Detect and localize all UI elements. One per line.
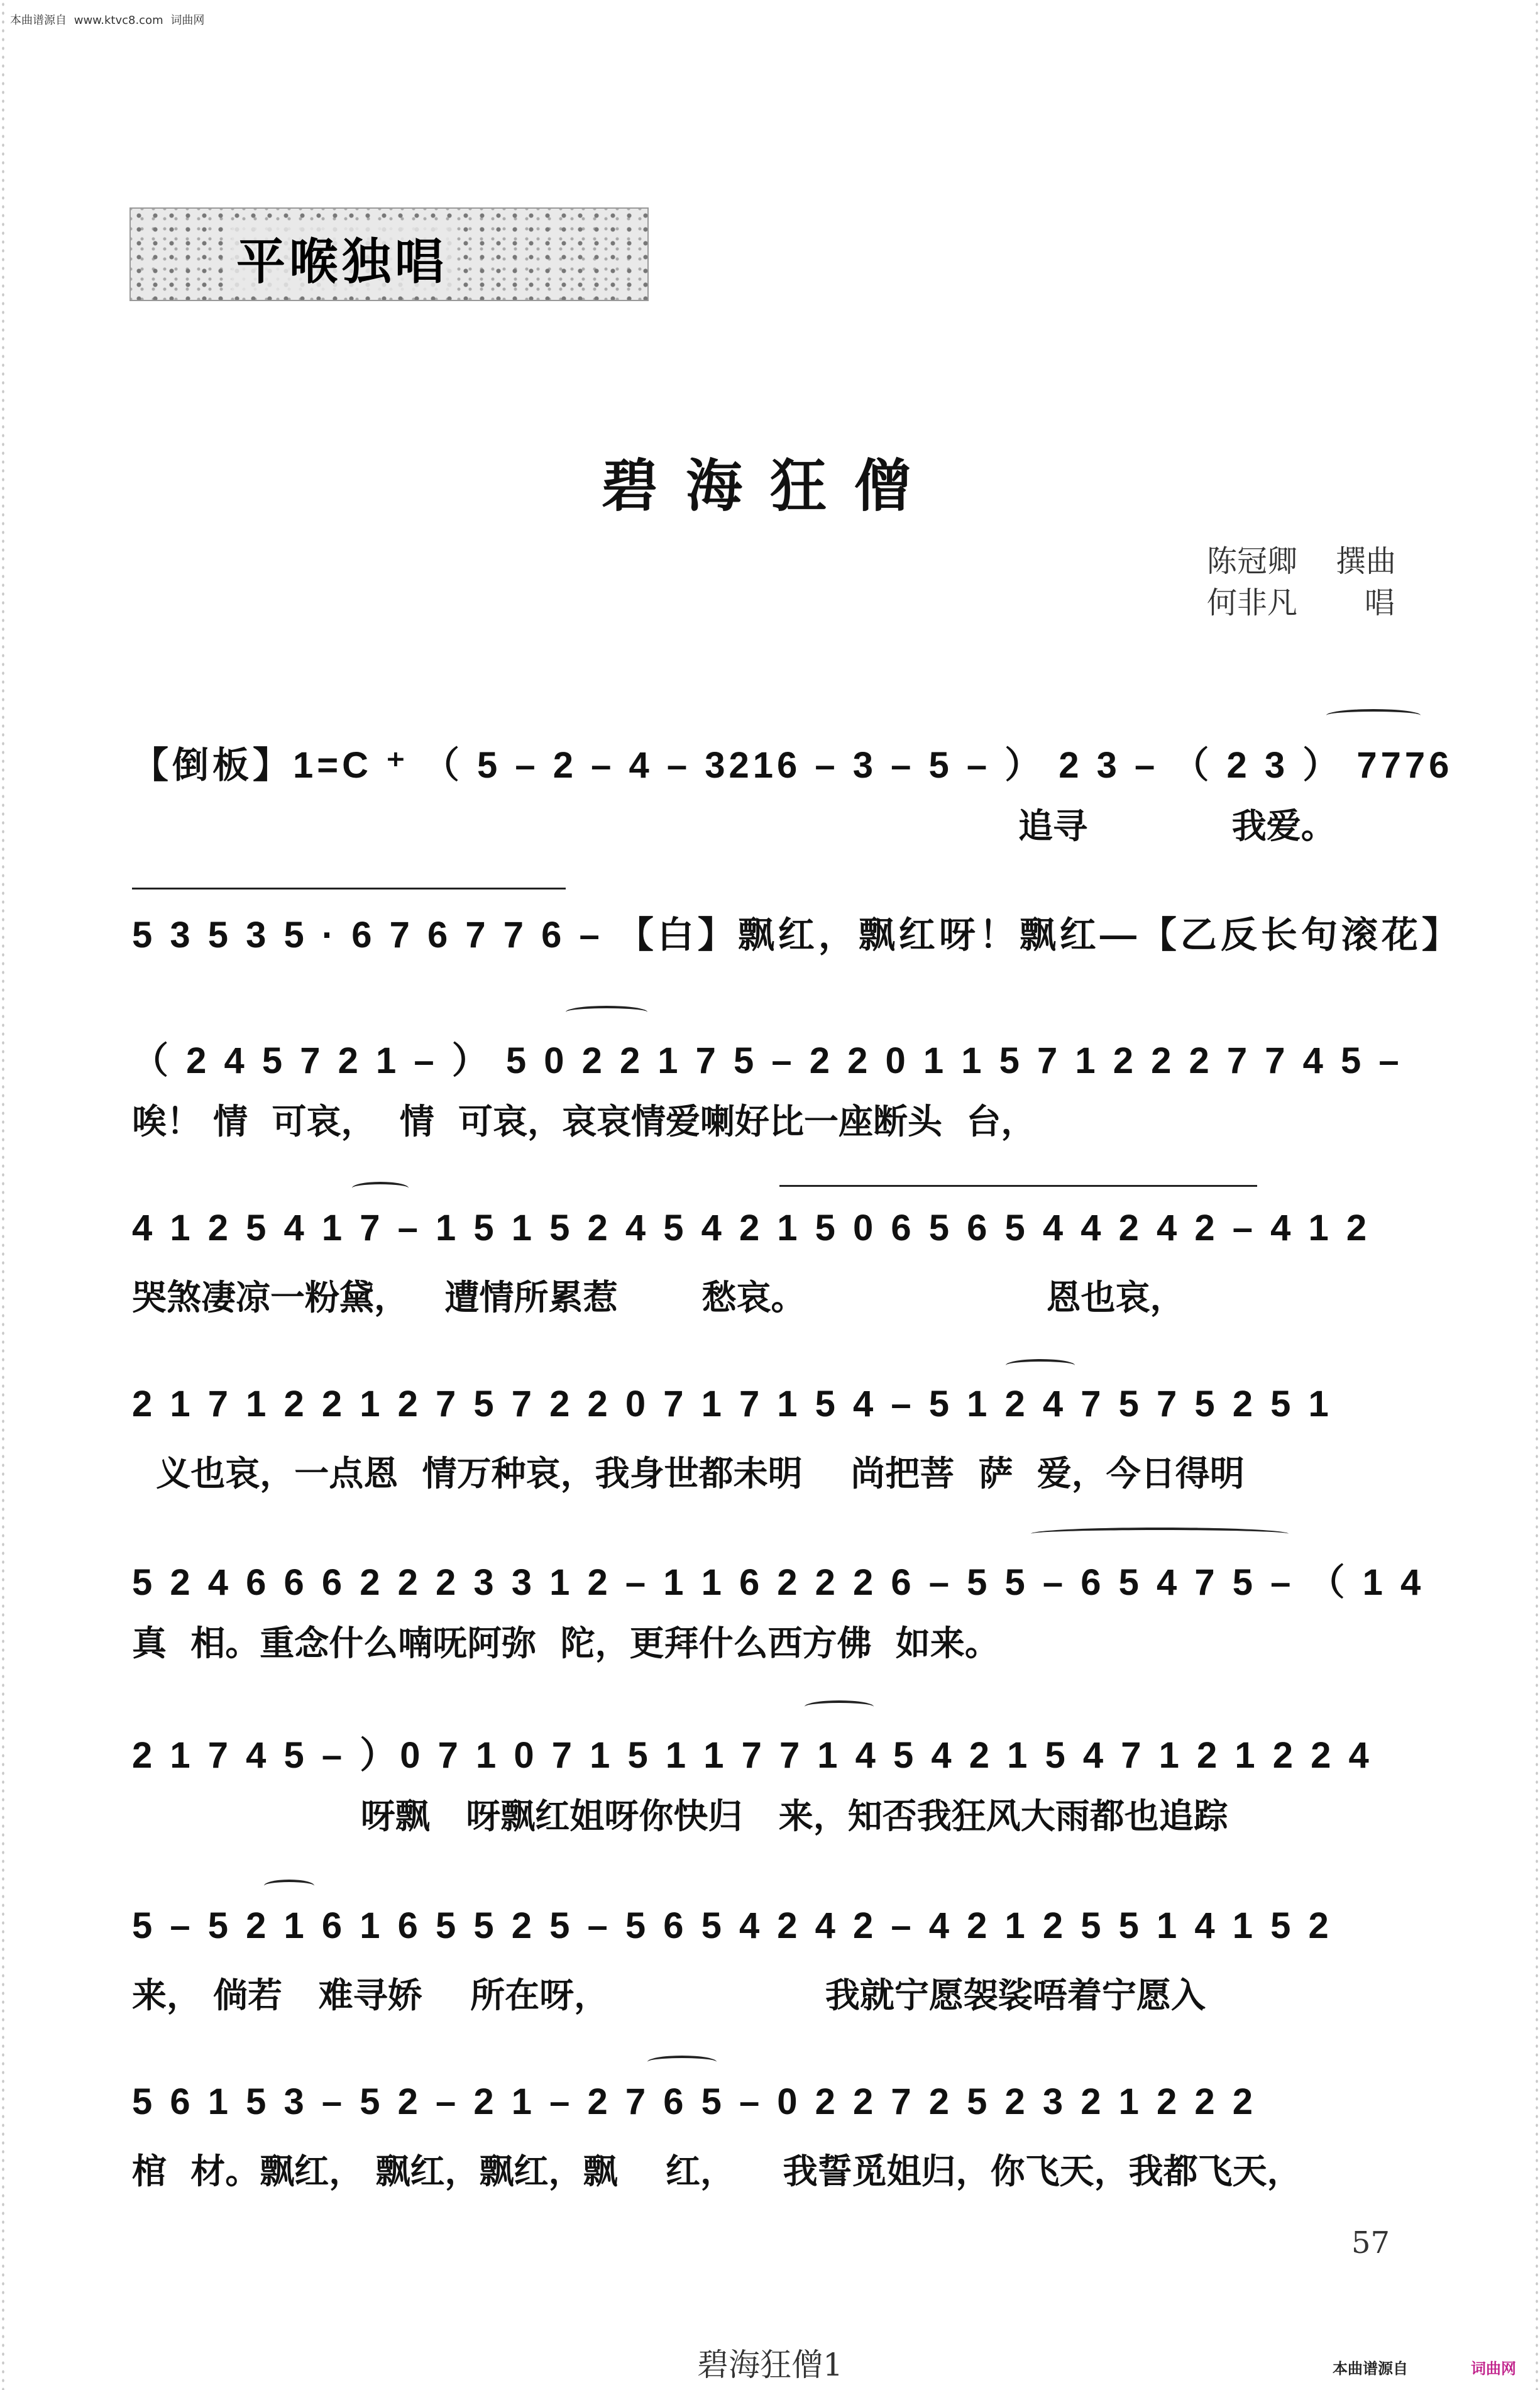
slur-mark: [647, 2056, 717, 2068]
credits: [1207, 541, 1396, 624]
credit-singer: 何非凡 唱: [1207, 585, 1395, 620]
score-lyrics-row: 追寻 我爱。: [1018, 806, 1336, 846]
right-dotted-border: [1534, 0, 1540, 2390]
score-notes-row: 5 3 5 3 5 · 6 7 6 7 7 6 – 【白】飘红，飘红呀！飘红—【乙反长句滚花】: [132, 915, 1462, 955]
slur-mark: [1006, 1359, 1075, 1372]
slur-mark: [352, 1182, 409, 1194]
footer-title: 碧海狂僧1: [697, 2347, 843, 2383]
footer-logo-left: 本曲谱源自: [1333, 2360, 1408, 2377]
header-site-label: 本曲谱源自: [10, 14, 67, 27]
score-notes-row: 5 6 1 5 3 – 5 2 – 2 1 – 2 7 6 5 – 0 2 2 7 2 5 2 3 2 1 2 2 2: [132, 2081, 1257, 2122]
banner-text: 平喉独唱: [231, 223, 453, 293]
score-lyrics-row: 真 相。重念什么喃呒阿弥 陀，更拜什么西方佛 如来。: [132, 1623, 999, 1663]
score-notes-row: 【倒板】1=C ⁺ （ 5 – 2 – 4 – 3216 – 3 – 5 – ） 2 3 – （ 2 3 ） 7776: [132, 745, 1453, 786]
score-lyrics-row: 哭煞凄凉一粉黛， 遭情所累惹 愁哀。 恩也哀，: [132, 1277, 1185, 1318]
slur-mark: [566, 1006, 647, 1018]
tie-line: [132, 888, 566, 892]
header-source-line: [10, 11, 208, 28]
score-lyrics-row: 呀飘 呀飘红姐呀你快归 来，知否我狂风大雨都也追踪: [132, 1796, 1228, 1836]
tie-line: [779, 1185, 1257, 1189]
slur-mark: [1326, 709, 1421, 722]
score-lyrics-row: 唉！ 情 可哀， 情 可哀，哀哀情爱喇好比一座断头 台，: [132, 1101, 1036, 1142]
header-url[interactable]: www.ktvc8.com: [74, 14, 163, 27]
slur-mark: [264, 1880, 314, 1892]
score-notes-row: 4 1 2 5 4 1 7 – 1 5 1 5 2 4 5 4 2 1 5 0 6 5 6 5 4 4 2 4 2 – 4 1 2: [132, 1208, 1371, 1248]
score-lyrics-row: 义也哀，一点恩 情万种哀，我身世都未明 尚把菩 萨 爱，今日得明: [132, 1453, 1245, 1494]
score-notes-row: 5 2 4 6 6 6 2 2 2 3 3 1 2 – 1 1 6 2 2 2 6 – 5 5 – 6 5 4 7 5 – （ 1 4: [132, 1562, 1425, 1603]
score-lyrics-row: 来， 倘若 难寻娇 所在呀， 我就宁愿袈裟唔着宁愿入: [132, 1975, 1206, 2015]
score-notes-row: 5 – 5 2 1 6 1 6 5 5 2 5 – 5 6 5 4 2 4 2 – 4 2 1 2 5 5 1 4 1 5 2: [132, 1905, 1333, 1946]
section-banner: [129, 207, 649, 301]
slur-mark: [1031, 1528, 1289, 1540]
score-notes-row: 2 1 7 1 2 2 1 2 7 5 7 2 2 0 7 1 7 1 5 4 – 5 1 2 4 7 5 7 5 2 5 1: [132, 1384, 1333, 1424]
left-dotted-border: [0, 0, 6, 2390]
credit-composer: 陈冠卿 撰曲: [1207, 544, 1397, 579]
header-site-name: 词曲网: [170, 14, 205, 27]
song-title: 碧海狂僧: [602, 453, 938, 519]
score-notes-row: 2 1 7 4 5 – ）0 7 1 0 7 1 5 1 1 7 7 1 4 5 4 2 1 5 4 7 1 2 1 2 2 4: [132, 1735, 1373, 1776]
score-lyrics-row: 棺 材。飘红， 飘红，飘红，飘 红， 我誓觅姐归，你飞天，我都飞天，: [132, 2151, 1302, 2191]
page-number: 57: [1351, 2225, 1390, 2261]
score-notes-row: （ 2 4 5 7 2 1 – ） 5 0 2 2 1 7 5 – 2 2 0 1 1 5 7 1 2 2 2 7 7 4 5 –: [132, 1040, 1403, 1081]
slur-mark: [805, 1700, 874, 1713]
footer-logo-right: 词曲网: [1471, 2360, 1516, 2377]
